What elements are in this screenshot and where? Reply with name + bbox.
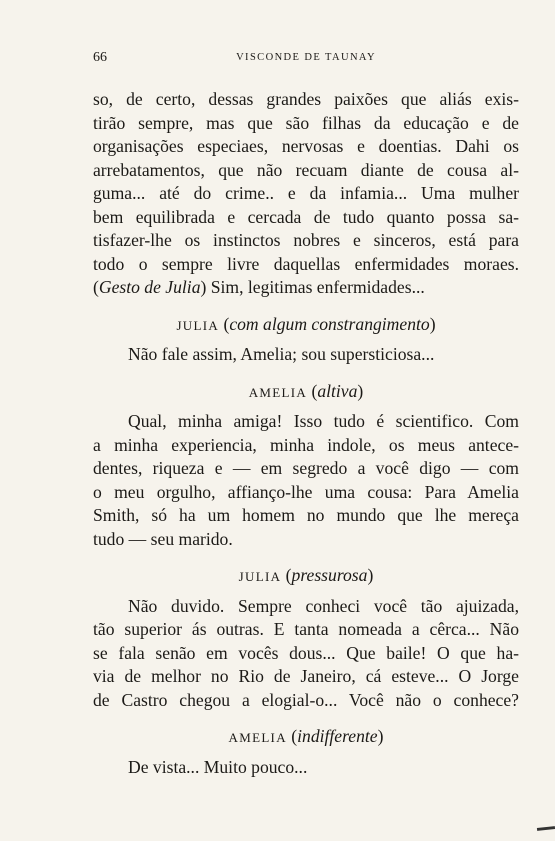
text-line: tirão sempre, mas que são filhas da educação e de	[93, 112, 519, 133]
paren-open: (	[311, 380, 318, 401]
speaker-name: AMELIA	[228, 730, 287, 745]
text-line: dentes, riqueza e — em segredo a você digo — com	[93, 458, 519, 478]
paren-close: )	[367, 565, 374, 585]
text-line: Não fale assim, Amelia; sou supersticiosa...	[128, 344, 435, 364]
paren-open: (	[285, 565, 292, 585]
speaker-name: JULIA	[238, 569, 282, 584]
paragraph-5	[93, 756, 519, 780]
speaker-heading	[93, 313, 519, 338]
text-line: bem equilibrada e cercada de tudo quanto possa sa-	[93, 206, 519, 227]
text-line: De vista... Muito pouco...	[128, 756, 308, 777]
page-number: 66	[93, 50, 107, 65]
paren-close: )	[357, 380, 364, 401]
text-line: a minha experiencia, minha indole, os meus antece-	[93, 434, 519, 455]
text-line: Não duvido. Sempre conheci você tão ajuizada,	[128, 595, 519, 616]
text-line: Qual, minha amiga! Isso tudo é scientifico. Com	[128, 411, 519, 431]
paren-open: (	[291, 726, 298, 746]
text-line: guma... até do crime.. e da infamia... Uma mulher	[93, 183, 519, 203]
paragraph-2	[93, 343, 519, 367]
paren-open: (	[93, 277, 99, 297]
paren-close: )	[429, 313, 436, 334]
line-text: Sim, legitimas enfermidades...	[206, 277, 425, 297]
speaker-heading	[93, 725, 519, 750]
running-title: VISCONDE DE TAUNAY	[236, 52, 376, 63]
text-line: Smith, só ha um homem no mundo que lhe mereça	[93, 505, 519, 525]
text-line: organisações especiaes, nervosas e doentias. Dahi os	[93, 136, 519, 156]
paragraph-4	[93, 595, 519, 713]
text-line: tão superior ás outras. E tanta nomeada a cêrca... Não	[93, 619, 519, 639]
text-line: tudo — seu marido.	[93, 528, 233, 549]
paren-open: (	[223, 313, 230, 334]
text-line: de Castro chegou a elogial-o... Você não o conhece?	[93, 689, 519, 710]
page-header	[93, 50, 519, 70]
stage-direction: Gesto de Julia	[98, 277, 201, 297]
paragraph-3	[93, 410, 519, 551]
stage-direction: altiva	[317, 380, 358, 401]
stage-direction: pressurosa	[291, 565, 368, 585]
speaker-name: JULIA	[176, 317, 220, 333]
paren-close: )	[377, 726, 384, 746]
speaker-heading	[93, 564, 519, 589]
text-line: tisfazer-lhe os instinctos nobres e sinceros, está para	[93, 230, 519, 250]
stage-direction: com algum constrangimento	[229, 313, 430, 334]
text-line: se fala senão em vocês dous... Que baile! O que ha-	[93, 642, 519, 663]
text-line: todo o sempre livre daquellas enfermidades moraes.	[93, 253, 519, 274]
text-line: o meu orgulho, affianço-lhe uma cousa: Para Amelia	[93, 481, 519, 502]
text-line: via de melhor no Rio de Janeiro, cá esteve... O Jorge	[93, 666, 519, 686]
scan-mark	[537, 826, 555, 831]
text-line: arrebatamentos, que não recuam diante de cousa al-	[93, 159, 519, 180]
body-text	[93, 88, 519, 779]
text-line: so, de certo, dessas grandes paixões que aliás exis-	[93, 89, 519, 109]
speaker-heading	[93, 380, 519, 405]
paragraph-1	[93, 88, 519, 300]
stage-direction: indifferente	[297, 726, 378, 746]
text-line	[93, 276, 519, 300]
speaker-name: AMELIA	[248, 384, 308, 400]
paren-close: )	[200, 277, 207, 297]
